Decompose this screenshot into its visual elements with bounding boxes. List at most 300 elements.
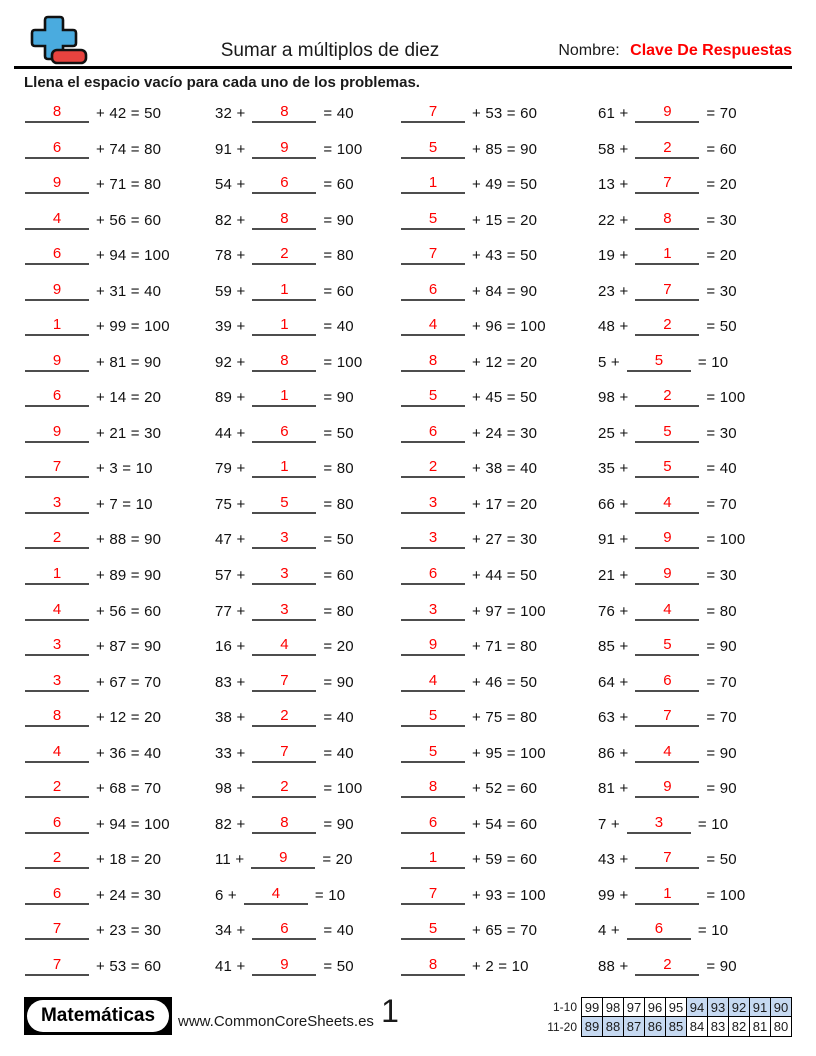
problem-item — [400, 700, 598, 736]
answer-blank — [635, 530, 699, 549]
expression-text: 98 + — [598, 389, 629, 407]
answer-value: 2 — [280, 245, 289, 263]
problem-item — [400, 522, 598, 558]
expression-text: = 90 — [706, 744, 737, 762]
problem-item — [215, 345, 400, 381]
problem-item — [24, 309, 215, 345]
answer-blank — [25, 104, 89, 123]
answer-blank — [25, 815, 89, 834]
answer-blank — [401, 211, 465, 230]
expression-text: 63 + — [598, 709, 629, 727]
answer-value: 8 — [52, 707, 62, 725]
expression-text: 64 + — [598, 673, 629, 691]
answer-value: 9 — [52, 422, 62, 440]
answer-blank — [401, 957, 465, 976]
problem-item — [400, 451, 598, 487]
expression-text: 16 + — [215, 638, 246, 656]
answer-value: 2 — [52, 849, 62, 867]
answer-value: 9 — [52, 351, 62, 369]
problem-item — [400, 558, 598, 594]
expression-text: = 30 — [706, 282, 737, 300]
answer-blank — [251, 850, 315, 869]
problem-item — [400, 96, 598, 132]
answer-blank — [635, 673, 699, 692]
problem-item — [215, 167, 400, 203]
answer-value: 3 — [428, 600, 438, 618]
expression-text: + 38 = 40 — [472, 460, 538, 478]
expression-text: 82 + — [215, 211, 246, 229]
plus-minus-logo-icon — [24, 5, 90, 66]
answer-value: 5 — [428, 920, 438, 938]
answer-value: 7 — [663, 849, 672, 867]
answer-blank — [401, 175, 465, 194]
answer-value: 6 — [428, 280, 438, 298]
score-cell: 89 — [581, 1016, 603, 1037]
score-cell: 99 — [581, 997, 603, 1018]
expression-text: 34 + — [215, 922, 246, 940]
answer-value: 9 — [663, 778, 672, 796]
answer-blank — [25, 353, 89, 372]
expression-text: 66 + — [598, 495, 629, 513]
answer-blank — [25, 530, 89, 549]
answer-blank — [401, 744, 465, 763]
score-cell: 95 — [665, 997, 687, 1018]
expression-text: 11 + — [215, 851, 245, 869]
expression-text: 43 + — [598, 851, 629, 869]
expression-text: = 50 — [323, 957, 354, 975]
score-cell: 92 — [728, 997, 750, 1018]
answer-value: 8 — [280, 351, 289, 369]
expression-text: + 74 = 80 — [96, 140, 162, 158]
problem-item — [215, 558, 400, 594]
answer-value: 5 — [663, 422, 672, 440]
answer-value: 5 — [428, 387, 438, 405]
expression-text: + 12 = 20 — [472, 353, 538, 371]
expression-text: + 27 = 30 — [472, 531, 538, 549]
expression-text: 98 + — [215, 780, 246, 798]
problem-item — [215, 629, 400, 665]
answer-value: 7 — [280, 742, 289, 760]
expression-text: + 75 = 80 — [472, 709, 538, 727]
brand-logo — [24, 997, 172, 1035]
expression-text: + 7 = 10 — [96, 495, 153, 513]
answer-value: 8 — [52, 103, 62, 121]
problem-item — [215, 806, 400, 842]
answer-blank — [635, 211, 699, 230]
expression-text: + 84 = 90 — [472, 282, 538, 300]
answer-value: 1 — [280, 316, 289, 334]
problem-item — [598, 913, 792, 949]
problem-item — [24, 167, 215, 203]
score-cell: 94 — [686, 997, 708, 1018]
problem-item — [215, 700, 400, 736]
answer-value: 7 — [428, 245, 438, 263]
expression-text: = 90 — [323, 815, 354, 833]
problem-item — [400, 274, 598, 310]
answer-value: 7 — [663, 280, 672, 298]
expression-text: 89 + — [215, 389, 246, 407]
problem-item — [400, 771, 598, 807]
problem-item — [598, 238, 792, 274]
problem-item — [598, 948, 792, 984]
problem-item — [215, 451, 400, 487]
answer-blank — [252, 779, 316, 798]
problem-item — [24, 664, 215, 700]
answer-value: 6 — [428, 813, 438, 831]
expression-text: 44 + — [215, 424, 246, 442]
expression-text: + 18 = 20 — [96, 851, 162, 869]
expression-text: 81 + — [598, 780, 629, 798]
problem-item — [400, 664, 598, 700]
expression-text: + 54 = 60 — [472, 815, 538, 833]
problem-item — [598, 558, 792, 594]
answer-value: 1 — [428, 174, 438, 192]
expression-text: = 40 — [323, 318, 354, 336]
answer-value: 3 — [280, 600, 289, 618]
answer-blank — [635, 779, 699, 798]
expression-text: = 40 — [323, 744, 354, 762]
answer-value: 6 — [280, 422, 289, 440]
answer-value: 9 — [280, 138, 289, 156]
expression-text: 83 + — [215, 673, 246, 691]
problem-item — [24, 700, 215, 736]
answer-blank — [252, 566, 316, 585]
expression-text: + 89 = 90 — [96, 567, 162, 584]
answer-value: 9 — [663, 103, 672, 121]
expression-text: 86 + — [598, 744, 629, 762]
answer-value: 5 — [428, 209, 438, 227]
problem-item — [215, 309, 400, 345]
expression-text: = 100 — [706, 886, 746, 904]
answer-value: 9 — [280, 955, 289, 973]
problem-item — [400, 629, 598, 665]
expression-text: = 80 — [323, 460, 354, 478]
answer-blank — [252, 317, 316, 336]
answer-value: 6 — [280, 920, 289, 938]
answer-value: 2 — [428, 458, 438, 476]
answer-value: 1 — [663, 884, 672, 902]
expression-text: + 3 = 10 — [96, 460, 153, 478]
answer-blank — [252, 459, 316, 478]
answer-blank — [252, 815, 316, 834]
answer-value: 2 — [52, 529, 62, 547]
answer-value: 1 — [280, 458, 289, 476]
expression-text: 25 + — [598, 424, 629, 442]
expression-text: = 50 — [323, 424, 354, 442]
expression-text: = 20 — [322, 851, 353, 869]
answer-value: 9 — [52, 280, 62, 298]
expression-text: 77 + — [215, 602, 246, 620]
answer-blank — [25, 495, 89, 514]
expression-text: 91 + — [598, 531, 629, 549]
expression-text: 58 + — [598, 140, 629, 158]
answer-value: 1 — [280, 387, 289, 405]
expression-text: = 70 — [706, 495, 737, 513]
expression-text: 85 + — [598, 638, 629, 656]
expression-text: = 40 — [323, 922, 354, 940]
expression-text: + 15 = 20 — [472, 211, 538, 229]
answer-value: 6 — [52, 813, 62, 831]
score-cell: 86 — [644, 1016, 666, 1037]
expression-text: 5 + — [598, 353, 620, 371]
expression-text: = 70 — [706, 709, 737, 727]
answer-blank — [627, 921, 691, 940]
answer-value: 4 — [271, 884, 281, 902]
expression-text: + 56 = 60 — [96, 602, 162, 620]
problem-item — [598, 416, 792, 452]
answer-value: 4 — [428, 316, 438, 334]
expression-text: + 45 = 50 — [472, 389, 538, 407]
expression-text: = 40 — [323, 105, 354, 123]
answer-blank — [252, 602, 316, 621]
answer-blank — [25, 175, 89, 194]
answer-blank — [401, 530, 465, 549]
answer-blank — [25, 566, 89, 585]
problem-item — [598, 203, 792, 239]
answer-blank — [635, 317, 699, 336]
answer-value: 1 — [280, 280, 289, 298]
answer-blank — [635, 886, 699, 905]
expression-text: = 60 — [706, 140, 737, 158]
answer-blank — [401, 566, 465, 585]
answer-blank — [401, 708, 465, 727]
expression-text: 38 + — [215, 709, 246, 727]
expression-text: + 14 = 20 — [96, 389, 162, 407]
problem-item — [400, 345, 598, 381]
answer-blank — [635, 637, 699, 656]
problem-item — [400, 167, 598, 203]
problem-item — [24, 380, 215, 416]
answer-blank — [252, 673, 316, 692]
answer-blank — [25, 602, 89, 621]
answer-value: 6 — [428, 422, 438, 440]
expression-text: = 40 — [706, 460, 737, 478]
answer-blank — [252, 211, 316, 230]
score-cell: 88 — [602, 1016, 624, 1037]
answer-value: 6 — [428, 565, 438, 582]
problem-item — [215, 416, 400, 452]
problem-item — [215, 735, 400, 771]
problem-item — [24, 451, 215, 487]
answer-value: 1 — [52, 565, 62, 582]
expression-text: + 24 = 30 — [472, 424, 538, 442]
problems-grid — [24, 96, 792, 984]
answer-blank — [252, 744, 316, 763]
score-range-label: 11-20 — [547, 1020, 577, 1034]
answer-blank — [635, 104, 699, 123]
answer-value: 3 — [428, 529, 438, 547]
problem-item — [598, 700, 792, 736]
problem-item — [598, 664, 792, 700]
problem-item — [215, 593, 400, 629]
answer-value: 2 — [663, 955, 672, 973]
answer-blank — [25, 708, 89, 727]
expression-text: = 30 — [706, 424, 737, 442]
expression-text: + 46 = 50 — [472, 673, 538, 691]
answer-value: 5 — [280, 493, 289, 511]
expression-text: = 10 — [697, 353, 729, 371]
expression-text: 4 + — [598, 922, 620, 940]
expression-text: = 100 — [323, 353, 363, 371]
problem-item — [24, 132, 215, 168]
problem-item — [215, 842, 400, 878]
expression-text: = 20 — [706, 176, 737, 194]
score-cell: 93 — [707, 997, 729, 1018]
answer-blank — [252, 104, 316, 123]
problem-item — [400, 416, 598, 452]
problem-item — [598, 380, 792, 416]
problem-item — [215, 664, 400, 700]
expression-text: + 44 = 50 — [472, 567, 538, 584]
score-cell: 87 — [623, 1016, 645, 1037]
score-table — [540, 997, 792, 1037]
answer-blank — [252, 424, 316, 443]
score-cell: 98 — [602, 997, 624, 1018]
problem-item — [24, 522, 215, 558]
expression-text: = 80 — [706, 602, 737, 620]
problem-item — [24, 345, 215, 381]
answer-value: 8 — [428, 955, 438, 973]
answer-blank — [252, 921, 316, 940]
instruction-text: Llena el espacio vacío para cada uno de los problemas. — [24, 74, 420, 91]
expression-text: + 68 = 70 — [96, 780, 162, 798]
problem-item — [24, 558, 215, 594]
expression-text: + 97 = 100 — [472, 602, 546, 620]
problem-item — [400, 877, 598, 913]
expression-text: + 85 = 90 — [472, 140, 538, 158]
answer-value: 9 — [428, 636, 438, 654]
answer-blank — [401, 850, 465, 869]
expression-text: 23 + — [598, 282, 629, 300]
answer-blank — [627, 815, 691, 834]
problem-item — [400, 309, 598, 345]
answer-blank — [635, 957, 699, 976]
answer-blank — [252, 140, 316, 159]
answer-value: 3 — [280, 565, 289, 582]
score-cell: 82 — [728, 1016, 750, 1037]
expression-text: 47 + — [215, 531, 246, 549]
problem-item — [598, 345, 792, 381]
answer-value: 4 — [52, 742, 62, 760]
expression-text: 35 + — [598, 460, 629, 478]
expression-text: 78 + — [215, 247, 246, 265]
expression-text: = 50 — [323, 531, 354, 549]
answer-value: 7 — [428, 884, 438, 902]
expression-text: 22 + — [598, 211, 629, 229]
expression-text: 82 + — [215, 815, 246, 833]
expression-text: 33 + — [215, 744, 246, 762]
answer-value: 1 — [428, 849, 438, 867]
expression-text: 7 + — [598, 815, 620, 833]
answer-blank — [25, 779, 89, 798]
answer-value: 6 — [52, 245, 62, 263]
answer-blank — [401, 921, 465, 940]
answer-value: 3 — [52, 671, 62, 689]
expression-text: 39 + — [215, 318, 246, 336]
answer-value: 4 — [52, 209, 62, 227]
answer-blank — [401, 140, 465, 159]
answer-blank — [401, 886, 465, 905]
expression-text: + 56 = 60 — [96, 211, 162, 229]
problem-item — [598, 806, 792, 842]
answer-blank — [25, 246, 89, 265]
problem-item — [24, 771, 215, 807]
answer-blank — [25, 388, 89, 407]
answer-value: 7 — [428, 103, 438, 121]
answer-blank — [25, 744, 89, 763]
answer-blank — [635, 388, 699, 407]
problem-item — [215, 522, 400, 558]
answer-blank — [401, 779, 465, 798]
problem-item — [400, 487, 598, 523]
problem-item — [24, 593, 215, 629]
score-cell: 81 — [749, 1016, 771, 1037]
answer-value: 5 — [428, 138, 438, 156]
answer-blank — [401, 317, 465, 336]
answer-value: 3 — [52, 493, 62, 511]
expression-text: + 12 = 20 — [96, 709, 162, 727]
answer-value: 1 — [663, 245, 672, 263]
expression-text: = 90 — [323, 389, 354, 407]
answer-value: 5 — [663, 458, 672, 476]
expression-text: 88 + — [598, 957, 629, 975]
name-label: Nombre: — [558, 42, 620, 59]
expression-text: + 52 = 60 — [472, 780, 538, 798]
answer-value: 4 — [663, 600, 672, 618]
problem-item — [215, 238, 400, 274]
answer-blank — [635, 708, 699, 727]
answer-blank — [252, 246, 316, 265]
answer-value: 2 — [663, 387, 672, 405]
answer-value: 3 — [428, 493, 438, 511]
expression-text: + 17 = 20 — [472, 495, 538, 513]
expression-text: 57 + — [215, 567, 246, 584]
answer-value: 9 — [663, 565, 672, 582]
answer-value: 2 — [663, 138, 672, 156]
problem-item — [215, 487, 400, 523]
answer-value: 4 — [663, 493, 672, 511]
problem-item — [215, 274, 400, 310]
expression-text: = 10 — [697, 922, 729, 940]
expression-text: + 88 = 90 — [96, 531, 162, 549]
problem-item — [24, 203, 215, 239]
answer-key-label: Clave De Respuestas — [630, 42, 792, 59]
answer-value: 7 — [52, 955, 62, 973]
answer-blank — [635, 850, 699, 869]
expression-text: = 70 — [706, 673, 737, 691]
problem-item — [215, 877, 400, 913]
expression-text: 48 + — [598, 318, 629, 336]
answer-value: 2 — [52, 778, 62, 796]
answer-blank — [25, 140, 89, 159]
problem-item — [598, 132, 792, 168]
answer-blank — [635, 495, 699, 514]
answer-value: 6 — [654, 920, 664, 938]
answer-value: 4 — [428, 671, 438, 689]
answer-blank — [401, 424, 465, 443]
answer-blank — [252, 495, 316, 514]
problem-item — [598, 629, 792, 665]
problem-item — [24, 96, 215, 132]
score-cell: 80 — [770, 1016, 792, 1037]
answer-value: 8 — [280, 209, 289, 227]
expression-text: = 30 — [706, 567, 737, 584]
expression-text: = 90 — [706, 780, 737, 798]
problem-item — [24, 735, 215, 771]
answer-value: 6 — [52, 884, 62, 902]
problem-item — [24, 629, 215, 665]
answer-blank — [401, 673, 465, 692]
